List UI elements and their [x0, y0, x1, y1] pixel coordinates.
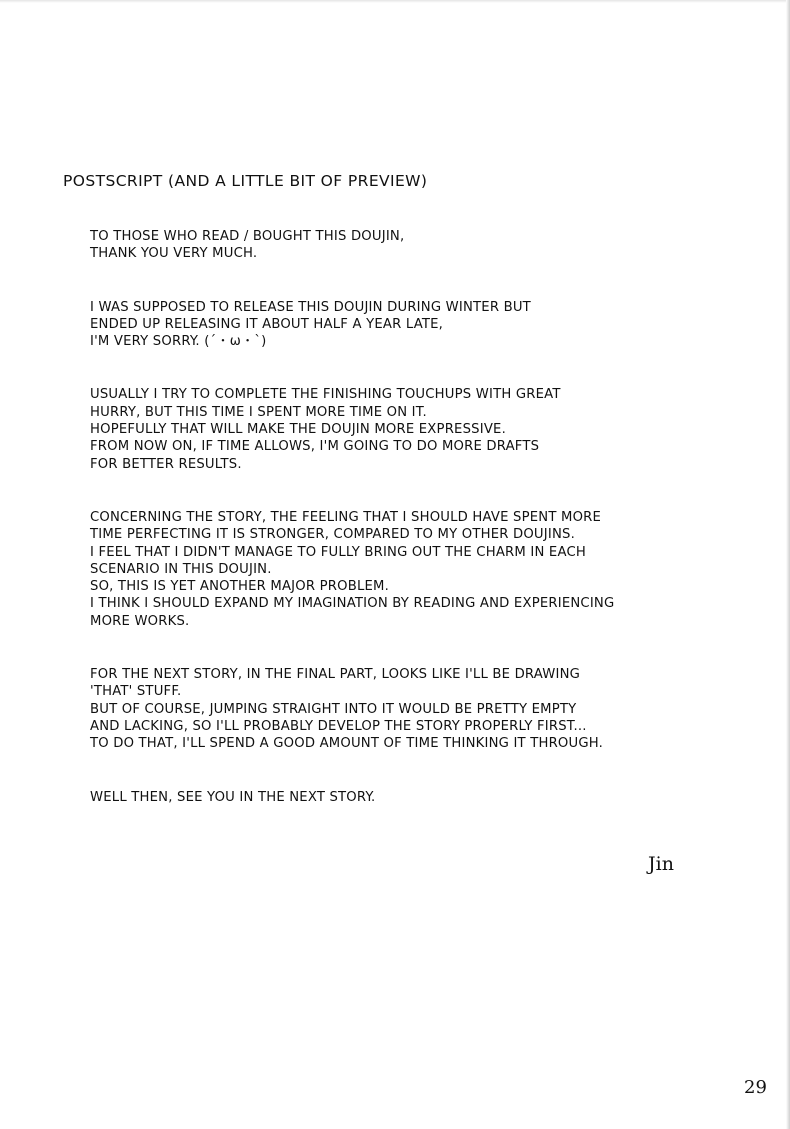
text-line: AND LACKING, SO I'LL PROBABLY DEVELOP THE STORY PROPERLY FIRST... [90, 718, 587, 734]
text-line: CONCERNING THE STORY, THE FEELING THAT I SHOULD HAVE SPENT MORE [90, 509, 602, 525]
text-line: TIME PERFECTING IT IS STRONGER, COMPARED TO MY OTHER DOUJINS. [90, 527, 575, 543]
text-line: 'THAT' STUFF. [90, 684, 182, 700]
text-line: I THINK I SHOULD EXPAND MY IMAGINATION BY READING AND EXPERIENCING [90, 596, 615, 612]
text-line: TO THOSE WHO READ / BOUGHT THIS DOUJIN, [90, 229, 405, 244]
text-line: USUALLY I TRY TO COMPLETE THE FINISHING TOUCHUPS WITH GREAT [90, 387, 561, 403]
page-number: 29 [744, 1077, 767, 1098]
text-line: BUT OF COURSE, JUMPING STRAIGHT INTO IT WOULD BE PRETTY EMPTY [90, 701, 577, 717]
paragraph-farewell [90, 789, 770, 806]
paragraph-story [90, 509, 770, 630]
text-line: I FEEL THAT I DIDN'T MANAGE TO FULLY BRING OUT THE CHARM IN EACH [90, 544, 586, 560]
text-line: I'M VERY SORRY. (´・ω・`) [90, 334, 267, 350]
text-line: TO DO THAT, I'LL SPEND A GOOD AMOUNT OF TIME THINKING IT THROUGH. [90, 736, 604, 752]
text-line: ENDED UP RELEASING IT ABOUT HALF A YEAR LATE, [90, 316, 444, 332]
text-line: SCENARIO IN THIS DOUJIN. [90, 561, 272, 577]
text-line: THANK YOU VERY MUCH. [90, 246, 258, 262]
page-title: POSTSCRIPT (AND A LITTLE BIT OF PREVIEW) [63, 172, 428, 190]
text-line: FROM NOW ON, IF TIME ALLOWS, I'M GOING TO DO MORE DRAFTS [90, 439, 540, 455]
postscript-body [90, 228, 770, 842]
text-line: I WAS SUPPOSED TO RELEASE THIS DOUJIN DURING WINTER BUT [90, 299, 531, 315]
page-top-edge [0, 0, 790, 3]
text-line: HOPEFULLY THAT WILL MAKE THE DOUJIN MORE EXPRESSIVE. [90, 422, 506, 438]
paragraph-apology [90, 299, 770, 351]
text-line: FOR THE NEXT STORY, IN THE FINAL PART, LOOKS LIKE I'LL BE DRAWING [90, 667, 581, 683]
text-line: MORE WORKS. [90, 613, 190, 629]
text-line: WELL THEN, SEE YOU IN THE NEXT STORY. [90, 789, 376, 805]
paragraph-touchups [90, 386, 770, 472]
text-line: FOR BETTER RESULTS. [90, 456, 242, 472]
paragraph-thanks [90, 228, 770, 263]
author-signature: Jin [648, 853, 674, 875]
page-right-edge [786, 0, 790, 1129]
text-line: SO, THIS IS YET ANOTHER MAJOR PROBLEM. [90, 579, 389, 595]
text-line: HURRY, BUT THIS TIME I SPENT MORE TIME ON IT. [90, 404, 427, 420]
paragraph-next-story [90, 666, 770, 752]
